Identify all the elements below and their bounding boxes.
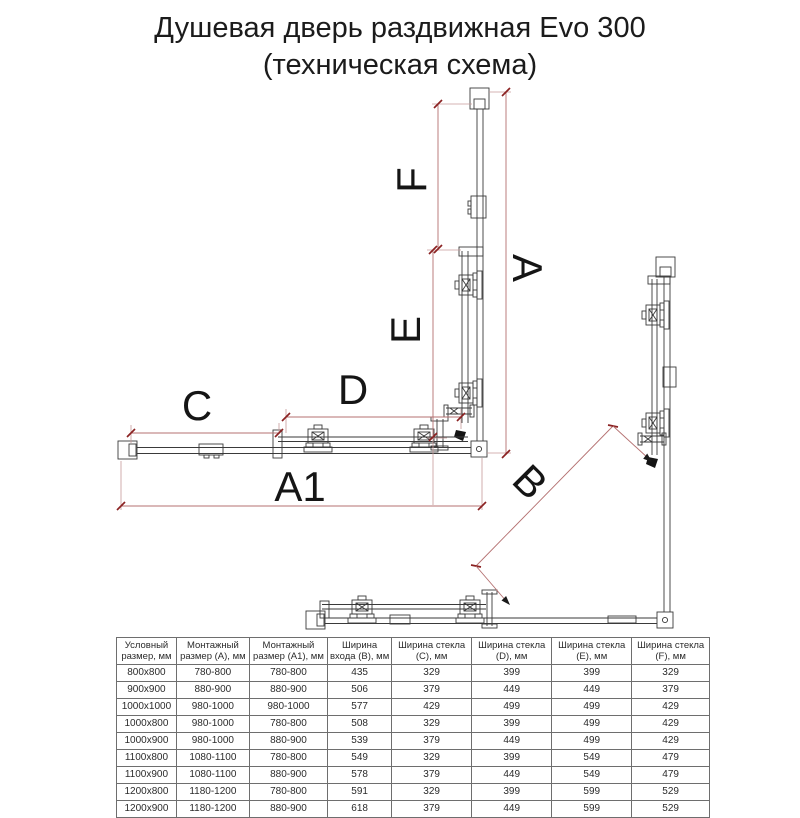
secondary-vertical-rail	[638, 257, 676, 628]
dimension-label-f: F	[388, 167, 435, 193]
table-cell: 429	[632, 716, 710, 733]
table-cell: 529	[632, 784, 710, 801]
size-table-header-cell: Ширина стекла (C), мм	[392, 638, 472, 665]
table-cell: 980-1000	[176, 716, 249, 733]
table-cell: 980-1000	[176, 699, 249, 716]
table-row	[117, 699, 710, 716]
page-title-line1: Душевая дверь раздвижная Evo 300	[154, 12, 646, 44]
table-cell: 499	[552, 733, 632, 750]
dimension-label-a: A	[504, 253, 551, 283]
size-table	[116, 637, 710, 818]
table-cell: 399	[472, 716, 552, 733]
table-row	[117, 767, 710, 784]
table-cell: 780-800	[249, 665, 327, 682]
table-cell: 479	[632, 767, 710, 784]
table-cell: 618	[328, 801, 392, 818]
table-cell: 900x900	[117, 682, 177, 699]
table-cell: 880-900	[249, 801, 327, 818]
table-cell: 506	[328, 682, 392, 699]
table-cell: 780-800	[176, 665, 249, 682]
dimension-lines	[117, 88, 652, 605]
table-row	[117, 750, 710, 767]
table-cell: 980-1000	[249, 699, 327, 716]
table-cell: 780-800	[249, 750, 327, 767]
page-title-line2: (техническая схема)	[262, 49, 538, 82]
table-cell: 578	[328, 767, 392, 784]
table-cell: 599	[552, 801, 632, 818]
table-cell: 1100x900	[117, 767, 177, 784]
table-cell: 449	[472, 767, 552, 784]
table-cell: 329	[632, 665, 710, 682]
main-horizontal-rail	[118, 425, 471, 459]
table-cell: 980-1000	[176, 733, 249, 750]
table-cell: 539	[328, 733, 392, 750]
table-cell: 780-800	[249, 784, 327, 801]
table-cell: 379	[392, 733, 472, 750]
table-cell: 429	[392, 699, 472, 716]
table-row	[117, 682, 710, 699]
size-table-header-cell: Ширина стекла (E), мм	[552, 638, 632, 665]
table-row	[117, 716, 710, 733]
size-table-body	[117, 665, 710, 818]
table-cell: 379	[392, 682, 472, 699]
table-row	[117, 665, 710, 682]
table-cell: 449	[472, 801, 552, 818]
table-cell: 1000x900	[117, 733, 177, 750]
table-cell: 880-900	[249, 682, 327, 699]
table-cell: 379	[392, 801, 472, 818]
table-cell: 329	[392, 784, 472, 801]
table-cell: 1000x1000	[117, 699, 177, 716]
dimension-label-b: B	[503, 455, 557, 509]
table-cell: 449	[472, 733, 552, 750]
size-table-header-cell: Ширина стекла (D), мм	[472, 638, 552, 665]
table-cell: 880-900	[249, 733, 327, 750]
dimension-label-d: D	[337, 366, 369, 413]
table-cell: 1000x800	[117, 716, 177, 733]
secondary-horizontal-rail	[306, 590, 657, 629]
table-cell: 499	[552, 716, 632, 733]
table-cell: 1200x800	[117, 784, 177, 801]
table-cell: 399	[472, 750, 552, 767]
dimension-label-a1: A1	[274, 463, 326, 510]
table-cell: 880-900	[249, 767, 327, 784]
table-cell: 780-800	[249, 716, 327, 733]
table-cell: 499	[472, 699, 552, 716]
table-cell: 399	[552, 665, 632, 682]
size-table-header-cell: Условный размер, мм	[117, 638, 177, 665]
table-cell: 800x800	[117, 665, 177, 682]
table-cell: 529	[632, 801, 710, 818]
table-cell: 399	[472, 665, 552, 682]
table-cell: 435	[328, 665, 392, 682]
table-cell: 577	[328, 699, 392, 716]
table-cell: 508	[328, 716, 392, 733]
size-table-header-cell: Монтажный размер (A), мм	[176, 638, 249, 665]
table-row	[117, 801, 710, 818]
table-cell: 449	[472, 682, 552, 699]
table-row	[117, 733, 710, 750]
table-cell: 549	[552, 750, 632, 767]
table-cell: 599	[552, 784, 632, 801]
table-cell: 379	[632, 682, 710, 699]
dimension-label-c: C	[181, 382, 213, 429]
table-cell: 549	[328, 750, 392, 767]
size-table-header-row	[117, 638, 710, 665]
table-cell: 329	[392, 750, 472, 767]
table-cell: 591	[328, 784, 392, 801]
table-cell: 479	[632, 750, 710, 767]
size-table-header-cell: Монтажный размер (A1), мм	[249, 638, 327, 665]
table-cell: 1180-1200	[176, 801, 249, 818]
main-vertical-rail	[431, 88, 489, 457]
table-cell: 499	[552, 699, 632, 716]
table-cell: 379	[392, 767, 472, 784]
table-cell: 1080-1100	[176, 750, 249, 767]
size-table-header-cell: Ширина стекла (F), мм	[632, 638, 710, 665]
table-cell: 1200x900	[117, 801, 177, 818]
table-cell: 429	[632, 699, 710, 716]
dimension-label-e: E	[382, 315, 429, 345]
table-cell: 1080-1100	[176, 767, 249, 784]
table-cell: 449	[552, 682, 632, 699]
table-cell: 329	[392, 665, 472, 682]
table-cell: 429	[632, 733, 710, 750]
table-row	[117, 784, 710, 801]
table-cell: 880-900	[176, 682, 249, 699]
size-table-header-cell: Ширина входа (B), мм	[328, 638, 392, 665]
table-cell: 329	[392, 716, 472, 733]
table-cell: 549	[552, 767, 632, 784]
table-cell: 399	[472, 784, 552, 801]
table-cell: 1180-1200	[176, 784, 249, 801]
table-cell: 1100x800	[117, 750, 177, 767]
